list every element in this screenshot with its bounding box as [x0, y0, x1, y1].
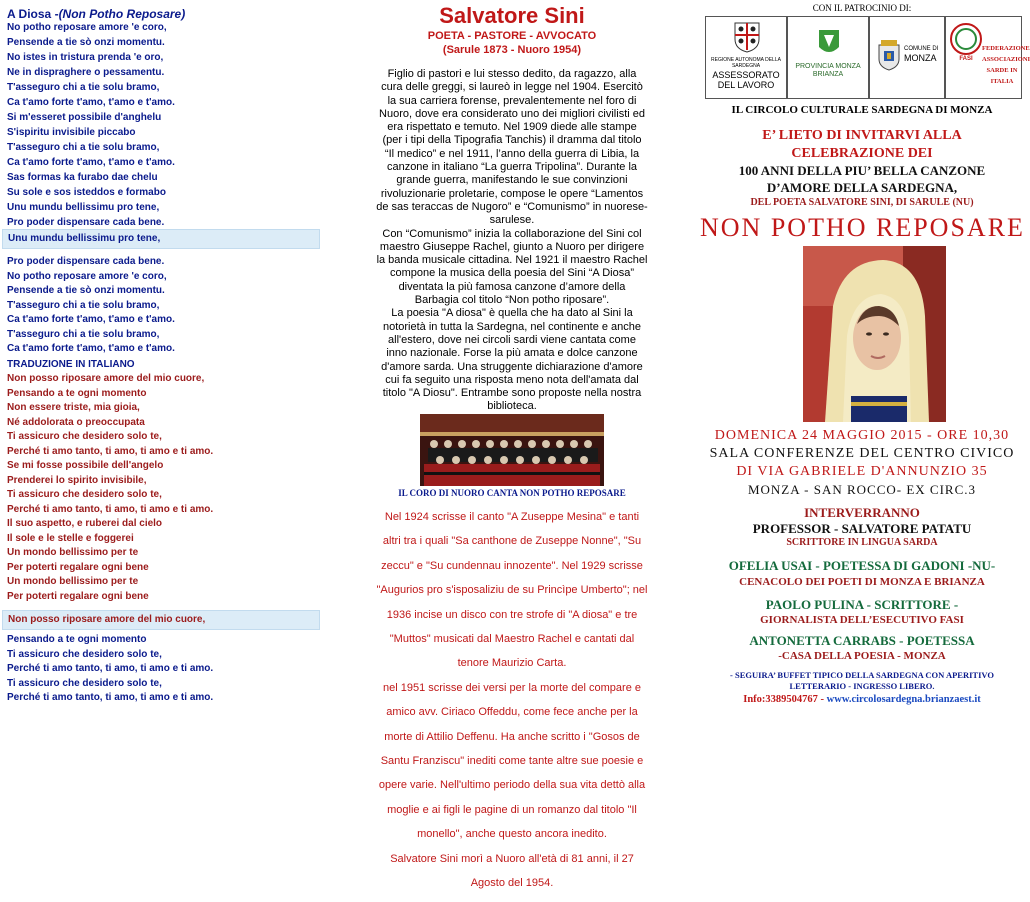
biography-text-2 [340, 500, 684, 902]
lyric-line: T'asseguro chi a tie solu bramo, [7, 299, 160, 311]
lyric-line: Ca t'amo forte t'amo, t'amo e t'amo. [7, 314, 175, 325]
lyric-line: Non posso riposare amore del mio cuore, [7, 373, 205, 384]
invite-line-4: D’AMORE DELLA SARDEGNA, [766, 180, 958, 195]
logo-comune-monza [869, 16, 945, 99]
speaker-4-name: ANTONETTA CARRABS - POETESSA [749, 633, 975, 648]
speaker-2-role: CENACOLO DEI POETI DI MONZA E BRIANZA [739, 576, 985, 588]
lyric-line: Né addolorata o preoccupata [7, 416, 145, 428]
lyric-line: Perché ti amo tanto, ti amo, ti amo e ti amo. [7, 663, 214, 674]
lyric-line: S'ispiritu invisibile piccabo [7, 127, 136, 138]
logo-fasi [945, 16, 1030, 99]
biography-text-1 [340, 68, 684, 414]
biography-line: Salvatore Sini morì a Nuoro all'età di 81 anni, il 27 [390, 852, 634, 865]
lyrics-title-italic: (Non Potho Reposare) [58, 7, 186, 21]
biography-line: notorietà in tutta la Sardegna, nel continente e anche [382, 320, 642, 333]
biography-line: amico avv. Ciriaco Offeddu, come fece anche per la [386, 706, 638, 719]
lyric-line: Ca t'amo forte t'amo, t'amo e t'amo. [7, 157, 175, 168]
circolo-name: IL CIRCOLO CULTURALE SARDEGNA DI MONZA [731, 104, 993, 116]
lyric-line: Per poterti regalare ogni bene [7, 590, 149, 602]
invite-line-1: E’ LIETO DI INVITARVI ALLA [762, 128, 962, 143]
entry-note: LETTERARIO - INGRESSO LIBERO. [789, 681, 935, 691]
lyric-line: Ca t'amo forte t'amo, t'amo e t'amo. [7, 343, 175, 354]
event-place-1: SALA CONFERENZE DEL CENTRO CIVICO [709, 446, 1015, 461]
lyric-line: Pensende a tie sò onzi momentu. [7, 285, 165, 296]
biography-line: zeccu" e "Su cundennau innozente". Nel 1929 scrisse [381, 559, 643, 572]
biography-line: tenore Maurizio Carta. [457, 657, 567, 670]
lyric-line: T'asseguro chi a tie solu bramo, [7, 142, 160, 153]
sardegna-crest-icon [733, 21, 761, 53]
lyric-line: T'asseguro chi a tie solu bramo, [7, 328, 160, 340]
sardegna-logo-big-text: ASSESSORATO DEL LAVORO [712, 70, 780, 90]
biography-line: Barbagia col titolo “Non potho riposare”. [414, 294, 610, 307]
biography-line: inno nazionale. Forse la più amata e dolce canzone [386, 347, 638, 360]
logo-regione-sardegna [705, 16, 787, 99]
biography-line: grande guerra, manifestando le sue convinzioni [396, 174, 628, 187]
biography-line: Nel 1924 scrisse il canto "A Zuseppe Mesina" e tanti [384, 511, 640, 523]
speaker-3-name: PAOLO PULINA - SCRITTORE - [765, 597, 959, 612]
biography-line: morte di Attilio Deffenu. Ha anche scritto i "Gosos de [384, 730, 640, 743]
translation-title: TRADUZIONE IN ITALIANO [7, 359, 135, 370]
lyrics-column [0, 0, 322, 725]
lyric-line: Ti assicuro che desidero solo te, [7, 431, 162, 442]
patronage-label: CON IL PATROCINIO DI: [812, 3, 912, 13]
lyric-line: Ca t'amo forte t'amo, t'amo e t'amo. [7, 97, 175, 108]
biography-line: altri tra i quali "Sa canthone de Zuseppe Nonne", "Su [382, 535, 642, 548]
lyric-line: Unu mundu bellissimu pro tene, [7, 202, 160, 213]
lyric-line: No potho reposare amore 'e coro, [7, 270, 167, 282]
lyric-line: Un mondo bellissimo per te [7, 576, 139, 587]
biography-line: Agosto del 1954. [470, 877, 554, 890]
lyrics-highlight-text: Unu mundu bellissimu pro tene, [8, 233, 161, 244]
lyric-line: T'asseguro chi a tie solu bramo, [7, 82, 160, 93]
provincia-logo-text: PROVINCIA MONZA BRIANZA [795, 63, 861, 78]
lyric-line: Ne in dispraghere o pessamentu. [7, 67, 165, 78]
lyric-line: Su sole e sos isteddos e formabo [7, 187, 166, 198]
lyric-line: Pensende a tie sò onzi momentu. [7, 37, 165, 48]
lyric-line: Per poterti regalare ogni bene [7, 561, 149, 573]
monza-crest-icon [876, 39, 902, 71]
lyrics-highlight-bar [2, 229, 320, 249]
biography-line: la banda musicale cittadina. Nel 1921 il maestro Rachel [376, 254, 648, 267]
lyric-line: Pensando a te ogni momento [7, 387, 147, 399]
biography-line: monello", anche questo ancora inedito. [417, 828, 607, 841]
lyric-line: Prenderei lo spirito invisibile, [7, 474, 147, 486]
biography-line: d'amore sarda. Una struggente dichiarazione d'amore [381, 360, 643, 373]
lyric-line: Pro poder dispensare cada bene. [7, 217, 165, 228]
biography-line: canzone in italiano “La guerra Tripolina”. Durante la [386, 161, 638, 174]
speaker-3-role: GIORNALISTA DELL’ESECUTIVO FASI [760, 614, 964, 626]
biography-column [340, 0, 684, 890]
biography-line: “Il medico” e nel 1911, l’anno della guerra di Libia, la [384, 147, 640, 160]
biography-line: Con “Comunismo” inizia la collaborazione del Sini col [382, 227, 642, 240]
invite-line-2: CELEBRAZIONE DEI [791, 146, 933, 161]
biography-line: (per i tipi della Tipografia Tanchis) il dramma dal titolo [382, 134, 642, 147]
website-link[interactable]: www.circolosardegna.brianzaest.it [826, 694, 981, 705]
info-phone: Info:3389504767 - [743, 694, 827, 705]
biography-line: Santu Franziscu" inediti come tante altre sue poesie e [380, 755, 644, 768]
sardegna-logo-small-text: REGIONE AUTONOMA DELLA SARDEGNA [711, 57, 781, 69]
lyric-line: Sas formas ka furabo dae chelu [7, 172, 158, 183]
biography-line: biblioteca. [487, 400, 537, 413]
poet-dates: (Sarule 1873 - Nuoro 1954) [442, 44, 582, 56]
lyric-line: Il suo aspetto, e ruberei dal cielo [7, 518, 163, 529]
fasi-emblem-icon [950, 23, 982, 55]
poet-name: Salvatore Sini [439, 3, 585, 28]
lyrics-title-main: A Diosa - [7, 7, 59, 21]
invite-line-3: 100 ANNI DELLA PIU’ BELLA CANZONE [738, 163, 986, 178]
lyric-line: Non essere triste, mia gioia, [7, 402, 140, 413]
biography-line: "Augurios pro s'isposaliziu de su Princìpe Umberto"; nel [376, 584, 648, 597]
lyric-line: Ti assicuro che desidero solo te, [7, 648, 162, 660]
lyrics-title [7, 7, 185, 21]
biography-line: de sas teraccas de Nugoro” e “Comunismo” in nuorese- [376, 200, 648, 213]
logo-provincia-monza [787, 16, 869, 99]
biography-line: cui fa seguito una risposta meno nota dell'amata dal [385, 373, 639, 386]
invite-line-5: DEL POETA SALVATORE SINI, DI SARULE (NU) [750, 197, 974, 208]
speaker-2-name: OFELIA USAI - POETESSA DI GADONI -NU- [728, 558, 996, 573]
lyric-line: Pro poder dispensare cada bene. [7, 256, 165, 267]
biography-line: nel 1951 scrisse dei versi per la morte del compare e [382, 681, 641, 694]
biography-line: titolo "A Diosu". Entrambe sono proposte nella nostra [382, 387, 642, 400]
biography-line: moglie e ai figli le pagine di un romanzo dal titolo "Il [387, 803, 637, 816]
invitation-column [700, 0, 1030, 725]
singer-portrait [803, 246, 946, 422]
comune-logo-small-text: COMUNE DI [904, 46, 939, 52]
poet-roles: POETA - PASTORE - AVVOCATO [427, 30, 597, 42]
biography-line: diventata la più famosa canzone d’amore della [398, 280, 626, 293]
biography-line: cura delle greggi, si laureò in legge nel 1904. Esercitò [381, 81, 643, 94]
song-title: NON POTHO REPOSARE [700, 213, 1025, 242]
provincia-leaf-icon [816, 27, 842, 57]
choir-photo [420, 414, 604, 486]
speaker-1-role: SCRITTORE IN LINGUA SARDA [786, 537, 938, 548]
biography-line: compone la musica della poesia del Sini “A Diosa” [390, 267, 634, 280]
translation-highlight-bar [2, 610, 320, 630]
biography-line: maestro Giuseppe Rachel, giunto a Nuoro per dirigere [379, 240, 645, 253]
lyric-line: No potho reposare amore 'e coro, [7, 22, 167, 33]
lyric-line: Perché ti amo tanto, ti amo, ti amo e ti amo. [7, 503, 214, 515]
biography-line: "Muttos" musicati dal Maestro Rachel e cantati dal [389, 633, 635, 646]
biography-line: era rispettato e temuto. Nel 1909 diede alle stampe [387, 121, 637, 134]
contact-line [700, 694, 1024, 705]
biography-line: La poesia "A diosa" è quella che ha dato al Sini la [391, 307, 633, 320]
lyric-line: Pensando a te ogni momento [7, 634, 147, 645]
biography-line: all'estero, dove nei circoli sardi viene cantata come [388, 333, 636, 346]
fasi-logo-text: FEDERAZIONE ASSOCIAZIONI SARDE IN ITALIA [982, 45, 1030, 85]
fasi-badge-text: FASI [959, 56, 973, 62]
biography-line: la sua carriera forense, prevalentemente nel foro di [387, 94, 637, 107]
translation-highlight-text: Non posso riposare amore del mio cuore, [8, 614, 206, 625]
speaker-1-name: PROFESSOR - SALVATORE PATATU [752, 521, 972, 536]
speakers-heading: INTERVERRANNO [804, 505, 920, 520]
lyric-line: Ti assicuro che desidero solo te, [7, 677, 162, 689]
photo-caption: IL CORO DI NUORO CANTA NON POTHO REPOSARE [398, 488, 626, 498]
comune-logo-big-text: MONZA [904, 53, 937, 63]
biography-line: opere varie. Nell'ultimo periodo della sua vita dettò alla [378, 779, 646, 792]
lyric-line: Perché ti amo tanto, ti amo, ti amo e ti amo. [7, 692, 214, 703]
biography-line: sarulese. [489, 214, 535, 227]
event-date: DOMENICA 24 MAGGIO 2015 - ORE 10,30 [714, 428, 1010, 443]
event-place-3: MONZA - SAN ROCCO- EX CIRC.3 [747, 482, 977, 497]
lyric-line: Un mondo bellissimo per te [7, 547, 139, 558]
buffet-note: - SEGUIRA’ BUFFET TIPICO DELLA SARDEGNA CON APERITIVO [730, 670, 994, 680]
lyric-line: Il sole e le stelle e foggerei [7, 532, 134, 544]
lyric-line: Perché ti amo tanto, ti amo, ti amo e ti amo. [7, 445, 214, 457]
speaker-4-role: -CASA DELLA POESIA - MONZA [778, 650, 946, 662]
biography-line: Nuoro, dove era considerato uno dei migliori civilisti ed [379, 107, 645, 120]
lyric-line: Se mi fosse possibile dell'angelo [7, 460, 164, 471]
biography-line: Figlio di pastori e lui stesso dedito, da ragazzo, alla [387, 68, 637, 80]
lyric-line: Si m'esseret possibile d'anghelu [7, 112, 162, 123]
event-place-2: DI VIA GABRIELE D'ANNUNZIO 35 [736, 464, 988, 479]
biography-line: rivoluzionarie proletarie, compose le opere “Lamentos [380, 187, 644, 200]
lyric-line: No istes in tristura prenda 'e oro, [7, 52, 164, 63]
biography-line: 1936 incise un disco con tre strofe di "A diosa" e tre [386, 608, 638, 621]
lyric-line: Ti assicuro che desidero solo te, [7, 489, 162, 500]
